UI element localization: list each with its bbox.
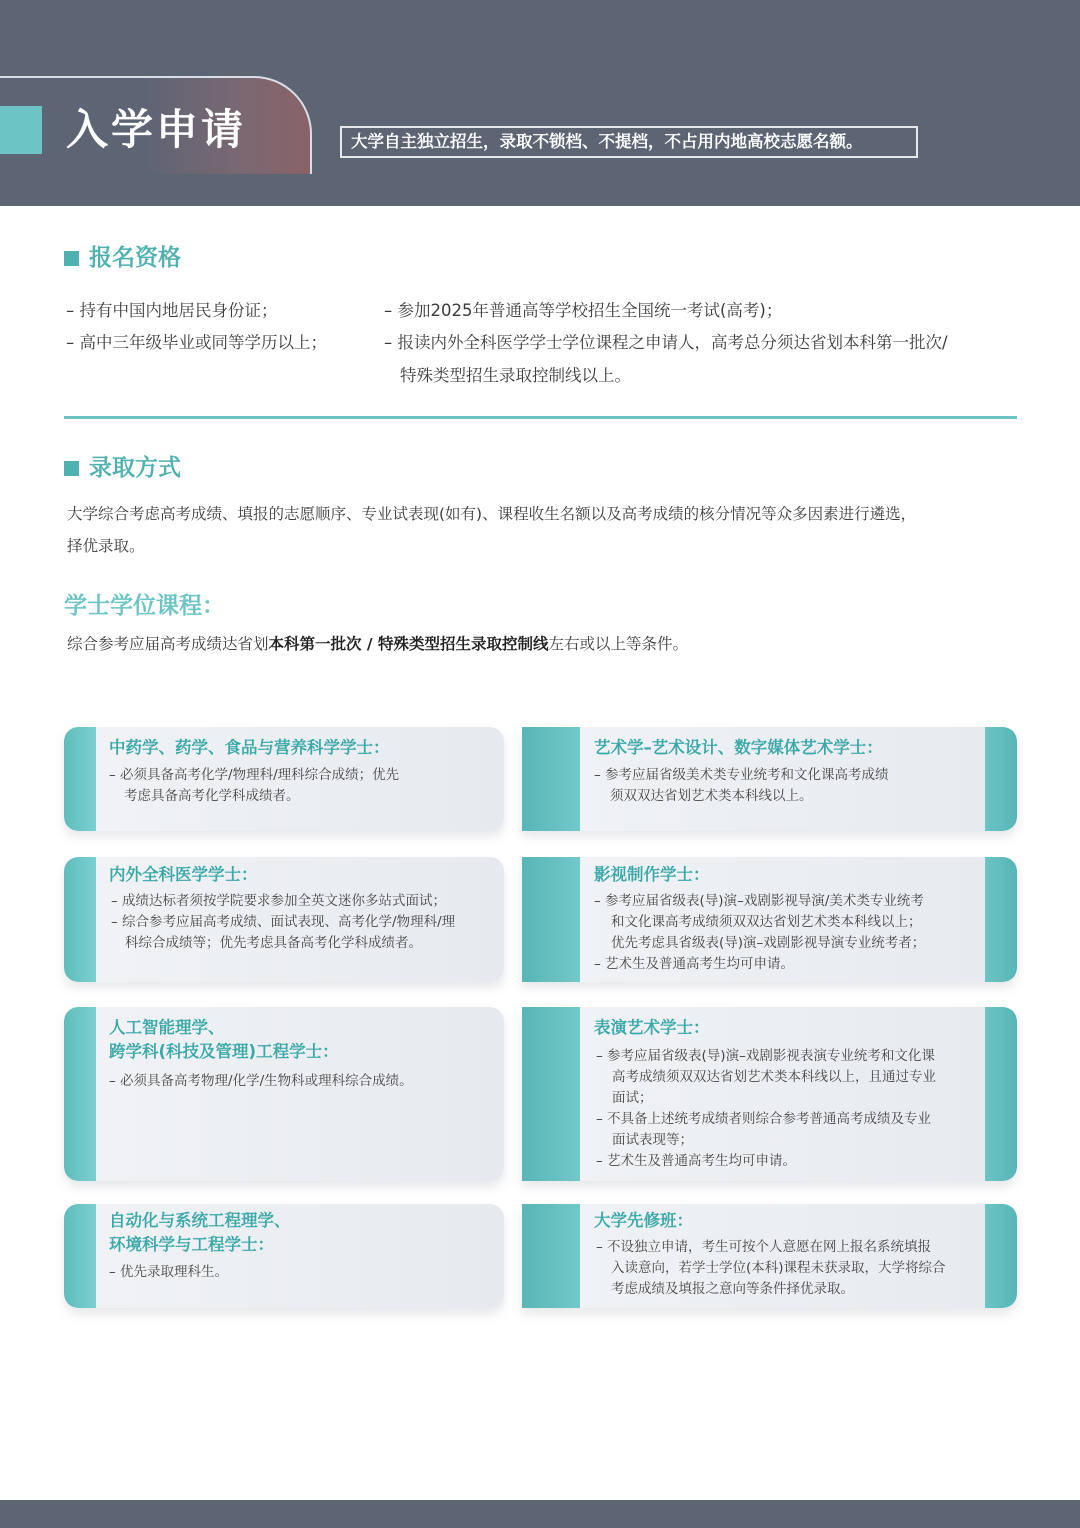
bachelor-heading: 学士学位课程： (64, 593, 225, 619)
section-heading-text: 报名资格 (89, 245, 181, 271)
eligibility-item-cont: 特殊类型招生录取控制线以上。 (400, 366, 631, 385)
card-line: – 不具备上述统考成绩者则综合参考普通高考成绩及专业 (596, 1111, 932, 1127)
eligibility-item: – 高中三年级毕业或同等学历以上； (66, 333, 327, 352)
card-line: – 优先录取理科生。 (109, 1264, 229, 1280)
card-line: 须双双达省划艺术类本科线以上。 (610, 788, 813, 804)
tagline-box: 大学自主独立招生，录取不锁档、不提档，不占用内地高校志愿名额。 (340, 126, 918, 158)
bachelor-text-pre: 综合参考应届高考成绩达省划 (67, 635, 269, 653)
card-title: 大学先修班： (594, 1211, 693, 1230)
bachelor-text-bold: 本科第一批次 / 特殊类型招生录取控制线 (268, 635, 549, 653)
card-line: – 必须具备高考化学/物理科/理科综合成绩；优先 (109, 767, 400, 783)
eligibility-item: – 持有中国内地居民身份证； (66, 301, 278, 320)
card-accent-bar (64, 1007, 96, 1181)
card-line: 入读意向，若学士学位(本科)课程未获录取，大学将综合 (611, 1260, 946, 1276)
section-divider (64, 416, 1017, 419)
paragraph-line: 择优录取。 (67, 537, 145, 555)
footer-band (0, 1500, 1080, 1528)
card-line: – 综合参考应届高考成绩、面试表现、高考化学/物理科/理 (111, 914, 456, 930)
card-line: 面试； (612, 1090, 653, 1106)
card-title: 内外全科医学学士： (109, 865, 258, 884)
card-accent-bar (985, 1007, 1017, 1181)
card-title: 自动化与系统工程理学、 (109, 1211, 291, 1230)
card-line: – 参考应届省级美术类专业统考和文化课高考成绩 (594, 767, 889, 783)
card-line: – 成绩达标者须按学院要求参加全英文迷你多站式面试； (111, 893, 447, 909)
card-accent-bar (985, 1204, 1017, 1308)
bachelor-text (67, 630, 688, 658)
card-line: – 参考应届省级表(导)演–戏剧影视导演/美术类专业统考 (594, 893, 924, 909)
card-title: 艺术学–艺术设计、数字媒体艺术学士： (594, 738, 883, 757)
card-title: 环境科学与工程学士： (109, 1235, 274, 1254)
card-accent-bar (64, 1204, 96, 1308)
admission-paragraph (67, 498, 1017, 562)
eligibility-item: – 报读内外全科医学学士学位课程之申请人，高考总分须达省划本科第一批次/ (384, 333, 948, 352)
card-line: 考虑具备高考化学科成绩者。 (124, 788, 300, 804)
square-bullet-icon (64, 461, 79, 476)
card-line: – 艺术生及普通高考生均可申请。 (594, 956, 795, 972)
card-line: – 必须具备高考物理/化学/生物科或理科综合成绩。 (109, 1073, 413, 1089)
card-line: 高考成绩须双双达省划艺术类本科线以上，且通过专业 (612, 1069, 936, 1085)
card-line: 考虑成绩及填报之意向等条件择优录取。 (611, 1281, 854, 1297)
title-accent-block (0, 106, 42, 154)
card-accent-bar (985, 857, 1017, 982)
card-line: 面试表现等； (612, 1132, 693, 1148)
card-accent-bar (522, 1007, 580, 1181)
paragraph-line: 大学综合考虑高考成绩、填报的志愿顺序、专业试表现(如有)、课程收生名额以及高考成绩的核分情况等众多因素进行遴选， (67, 505, 917, 523)
eligibility-item: – 参加2025年普通高等学校招生全国统一考试(高考)； (384, 301, 783, 320)
page-title: 入学申请 (66, 105, 247, 154)
square-bullet-icon (64, 251, 79, 266)
card-accent-bar (985, 727, 1017, 831)
card-line: 优先考虑具省级表(导)演–戏剧影视导演专业统考者； (611, 935, 926, 951)
card-title: 跨学科(科技及管理)工程学士： (109, 1042, 339, 1061)
card-title: 表演艺术学士： (594, 1018, 710, 1037)
card-line: – 参考应届省级表(导)演–戏剧影视表演专业统考和文化课 (596, 1048, 935, 1064)
section-heading-eligibility (64, 243, 181, 273)
card-line: 科综合成绩等；优先考虑具备高考化学科成绩者。 (125, 935, 422, 951)
card-line: – 艺术生及普通高考生均可申请。 (596, 1153, 797, 1169)
section-heading-text: 录取方式 (89, 455, 181, 481)
section-heading-admission (64, 453, 181, 483)
card-title: 中药学、药学、食品与营养科学学士： (109, 738, 390, 757)
card-line: 和文化课高考成绩须双双达省划艺术类本科线以上； (611, 914, 922, 930)
card-title: 人工智能理学、 (109, 1018, 225, 1037)
card-accent-bar (522, 1204, 580, 1308)
card-accent-bar (522, 727, 580, 831)
card-accent-bar (64, 727, 96, 831)
card-accent-bar (64, 857, 96, 982)
card-accent-bar (522, 857, 580, 982)
bachelor-text-post: 左右或以上等条件。 (548, 635, 688, 653)
card-title: 影视制作学士： (594, 865, 710, 884)
card-line: – 不设独立申请，考生可按个人意愿在网上报名系统填报 (596, 1239, 932, 1255)
